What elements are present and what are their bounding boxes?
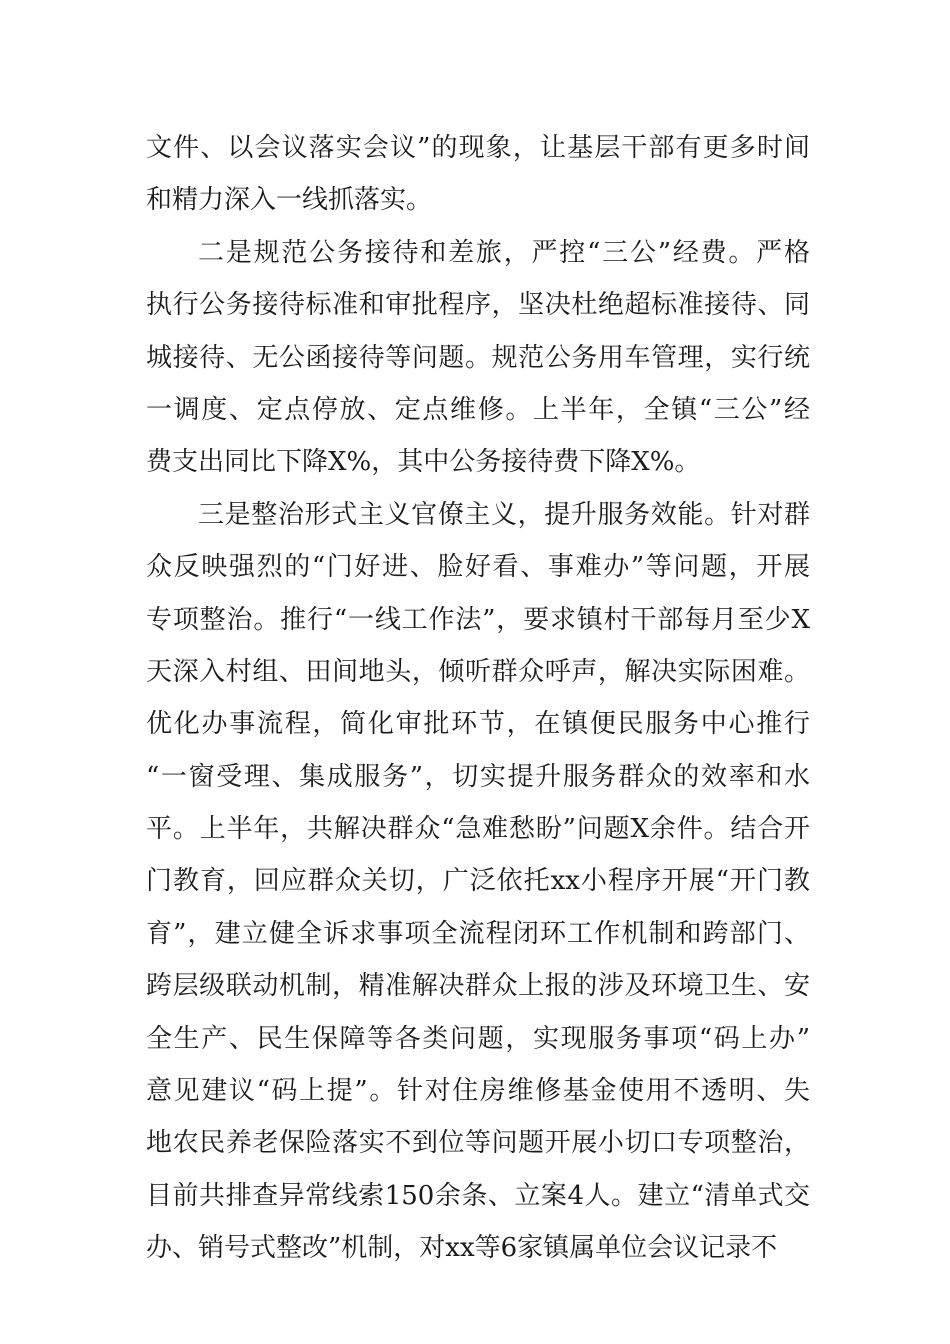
text-line: 专项整治。推行“一线工作法”，要求镇村干部每月至少X <box>146 604 810 635</box>
text-line: 意见建议“码上提”。针对住房维修基金使用不透明、失 <box>146 1076 810 1107</box>
body-text <box>146 122 810 1275</box>
text-line: 跨层级联动机制，精准解决群众上报的涉及环境卫生、安 <box>146 971 810 1002</box>
text-line: 和精力深入一线抓落实。 <box>146 185 433 216</box>
text-line: 全生产、民生保障等各类问题，实现服务事项“码上办” <box>146 1023 810 1054</box>
text-line: 目前共排查异常线索150余条、立案4人。建立“清单式交 <box>146 1180 810 1211</box>
paragraph <box>146 489 810 1275</box>
text-line: 门教育，回应群众关切，广泛依托xx小程序开展“开门教 <box>146 866 810 897</box>
text-line: 优化办事流程，简化审批环节，在镇便民服务中心推行 <box>146 709 810 740</box>
text-line: 天深入村组、田间地头，倾听群众呼声，解决实际困难。 <box>146 656 810 687</box>
text-line: 一调度、定点停放、定点维修。上半年，全镇“三公”经 <box>146 394 810 425</box>
text-line: 执行公务接待标准和审批程序，坚决杜绝超标准接待、同 <box>146 290 810 321</box>
text-line: 众反映强烈的“门好进、脸好看、事难办”等问题，开展 <box>146 552 810 583</box>
paragraph <box>146 122 810 227</box>
text-line: 文件、以会议落实会议”的现象，让基层干部有更多时间 <box>146 133 810 163</box>
text-line: 平。上半年，共解决群众“急难愁盼”问题X余件。结合开 <box>146 814 810 845</box>
text-line: “一窗受理、集成服务”，切实提升服务群众的效率和水 <box>146 761 810 792</box>
text-line: 地农民养老保险落实不到位等问题开展小切口专项整治， <box>146 1128 810 1159</box>
text-line: 育”，建立健全诉求事项全流程闭环工作机制和跨部门、 <box>146 918 810 949</box>
paragraph <box>146 227 810 489</box>
text-line: 办、销号式整改”机制，对xx等6家镇属单位会议记录不 <box>146 1233 778 1264</box>
text-line: 城接待、无公函接待等问题。规范公务用车管理，实行统 <box>146 342 810 373</box>
text-line: 费支出同比下降X%，其中公务接待费下降X%。 <box>146 447 701 478</box>
text-line: 二是规范公务接待和差旅，严控“三公”经费。严格 <box>198 237 810 268</box>
text-line: 三是整治形式主义官僚主义，提升服务效能。针对群 <box>198 499 810 530</box>
